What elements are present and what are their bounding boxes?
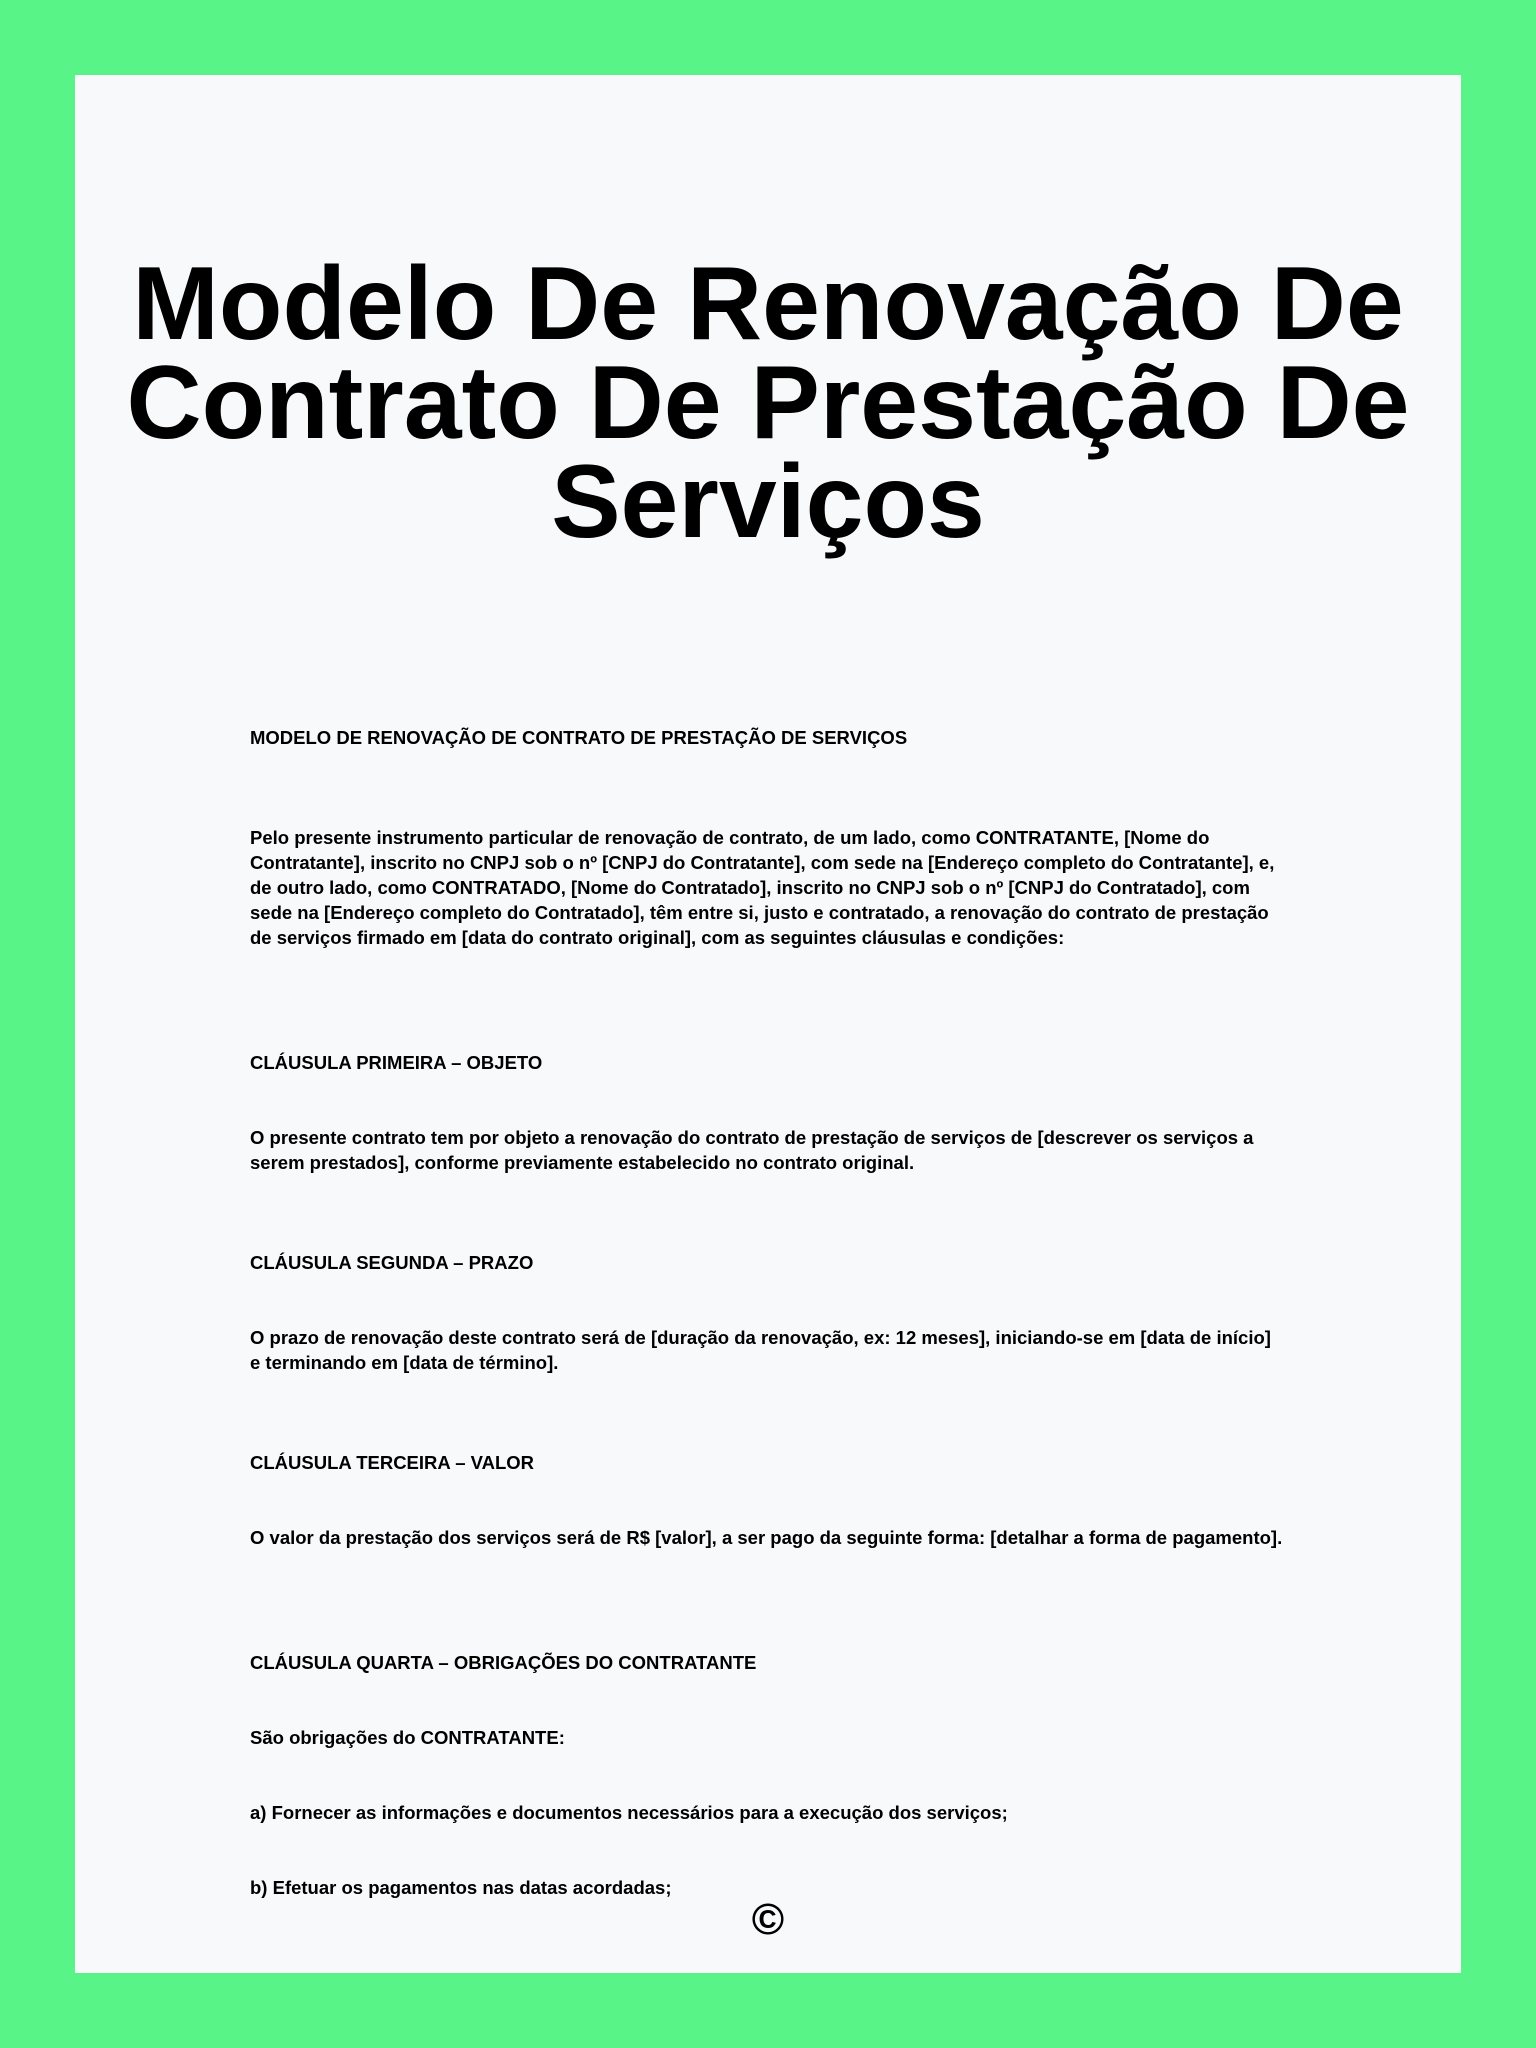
copyright-symbol: © — [751, 1895, 785, 1944]
document-heading: MODELO DE RENOVAÇÃO DE CONTRATO DE PRESTAÇÃO DE SERVIÇOS — [250, 727, 908, 748]
document-page — [75, 75, 1461, 1973]
page-title: Modelo De Renovação De Contrato De Prestação De Serviços — [126, 246, 1410, 560]
intro-paragraph: Pelo presente instrumento particular de renovação de contrato, de um lado, como CONTRATANTE, [Nome do Contratante], inscrito no CNPJ sob o nº [CNPJ do Contratante], com sede na [Endereço completo do Contratante], e, de outro lado, como CONTRATADO, [Nome do Contratado], inscrito no CNPJ sob o nº [CNPJ do Contratado], com sede na [Endereço completo do Contratado], têm entre si, justo e contratado, a renovação do contrato de prestação de serviços firmado em [data do contrato original], com as seguintes cláusulas e condições: — [250, 827, 1275, 948]
clause3-text: O valor da prestação dos serviços será de R$ [valor], a ser pago da seguinte forma: [detalhar a forma de pagamento]. — [250, 1527, 1283, 1548]
clause4-intro: São obrigações do CONTRATANTE: — [250, 1727, 565, 1748]
clause3-title: CLÁUSULA TERCEIRA – VALOR — [250, 1452, 535, 1473]
clause2-text: O prazo de renovação deste contrato será de [duração da renovação, ex: 12 meses], iniciando-se em [data de início] e terminando em [data de término]. — [250, 1327, 1271, 1373]
clause2-title: CLÁUSULA SEGUNDA – PRAZO — [250, 1252, 534, 1273]
clause4-title: CLÁUSULA QUARTA – OBRIGAÇÕES DO CONTRATANTE — [250, 1652, 757, 1673]
clause4-item-b: b) Efetuar os pagamentos nas datas acordadas; — [250, 1877, 672, 1898]
clause1-title: CLÁUSULA PRIMEIRA – OBJETO — [250, 1052, 543, 1073]
clause1-text: O presente contrato tem por objeto a renovação do contrato de prestação de serviços de [descrever os serviços a serem prestados], conforme previamente estabelecido no contrato original. — [250, 1127, 1254, 1173]
clause4-item-a: a) Fornecer as informações e documentos necessários para a execução dos serviços; — [250, 1802, 1008, 1823]
